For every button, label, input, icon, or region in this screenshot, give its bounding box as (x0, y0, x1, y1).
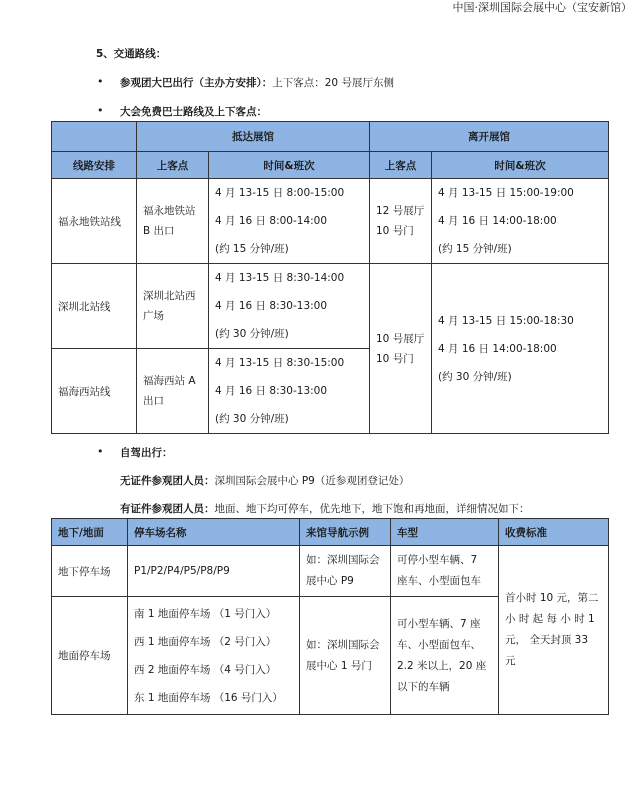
arrive-header: 抵达展馆 (137, 122, 370, 152)
bullet-dot: • (97, 75, 104, 88)
col-board: 上客点 (137, 152, 209, 179)
col-lot-name: 停车场名称 (128, 519, 300, 546)
leave-time-schedule: 4 月 13-15 日 15:00-19:00 4 月 16 日 14:00-18:00 (约 15 分钟/班) (432, 179, 609, 264)
table-row (52, 264, 609, 349)
col-time: 时间&班次 (209, 152, 370, 179)
leave-board-point: 10 号展厅 10 号门 (370, 264, 432, 434)
car-type: 可停小型车辆、7 座车、小型面包车 (391, 546, 499, 597)
bullet-dot: • (97, 104, 104, 117)
leave-board-point: 12 号展厅 10 号门 (370, 179, 432, 264)
free-bus-label: 大会免费巴士路线及上下客点： (120, 106, 267, 118)
nav-example: 如：深圳国际会 展中心 P9 (300, 546, 391, 597)
lot-names: P1/P2/P4/P5/P8/P9 (128, 546, 300, 597)
bullet-dot: • (97, 445, 104, 458)
header-empty (52, 122, 137, 152)
no-cert-label: 无证件参观团人员： (120, 475, 215, 487)
time-schedule: 4 月 13-15 日 8:30-15:00 4 月 16 日 8:30-13:00 (约 30 分钟/班) (209, 349, 370, 434)
with-cert-text: 地面、地下均可停车，优先地下，地下饱和再地面，详细情况如下： (214, 503, 530, 515)
bus-group-text: 上下客点：20 号展厅东侧 (272, 77, 394, 89)
leave-header: 离开展馆 (370, 122, 609, 152)
route-name: 深圳北站线 (52, 264, 137, 349)
page-header: 中国·深圳国际会展中心（宝安新馆） (452, 1, 632, 14)
time-schedule: 4 月 13-15 日 8:00-15:00 4 月 16 日 8:00-14:00 (约 15 分钟/班) (209, 179, 370, 264)
board-point: 福海西站 A 出口 (137, 349, 209, 434)
section-title: 5、交通路线： (96, 48, 167, 60)
board-point: 深圳北站西 广场 (137, 264, 209, 349)
lot-names: 南 1 地面停车场 （1 号门入） 西 1 地面停车场 （2 号门入） 西 2 地面停车场 （4 号门入） 东 1 地面停车场 （16 号门入） (128, 597, 300, 715)
col-level: 地下/地面 (52, 519, 128, 546)
lot-level: 地面停车场 (52, 597, 128, 715)
table-row (52, 179, 609, 264)
parking-table (51, 518, 609, 715)
leave-time-schedule: 4 月 13-15 日 15:00-18:30 4 月 16 日 14:00-18:00 (约 30 分钟/班) (432, 264, 609, 434)
bus-table (51, 121, 609, 434)
route-name: 福海西站线 (52, 349, 137, 434)
bus-group-line (120, 75, 394, 90)
car-type: 可小型车辆、7 座 车、小型面包车、 2.2 米以上，20 座 以下的车辆 (391, 597, 499, 715)
table-row (52, 546, 609, 597)
col-board-leave: 上客点 (370, 152, 432, 179)
bus-group-label: 参观团大巴出行（主办方安排）： (120, 77, 273, 89)
col-nav: 来馆导航示例 (300, 519, 391, 546)
col-route: 线路安排 (52, 152, 137, 179)
with-cert-line (120, 501, 530, 516)
fee-standard: 首小时 10 元，第二 小 时 起 每 小 时 1 元， 全天封顶 33 元 (499, 546, 609, 715)
nav-example: 如：深圳国际会 展中心 1 号门 (300, 597, 391, 715)
lot-level: 地下停车场 (52, 546, 128, 597)
route-name: 福永地铁站线 (52, 179, 137, 264)
time-schedule: 4 月 13-15 日 8:30-14:00 4 月 16 日 8:30-13:00 (约 30 分钟/班) (209, 264, 370, 349)
no-cert-text: 深圳国际会展中心 P9（近参观团登记处） (214, 475, 410, 487)
self-drive-label: 自驾出行： (120, 447, 173, 459)
with-cert-label: 有证件参观团人员： (120, 503, 215, 515)
col-fee: 收费标准 (499, 519, 609, 546)
no-cert-line (120, 473, 409, 488)
col-time-leave: 时间&班次 (432, 152, 609, 179)
col-car-type: 车型 (391, 519, 499, 546)
board-point: 福永地铁站 B 出口 (137, 179, 209, 264)
